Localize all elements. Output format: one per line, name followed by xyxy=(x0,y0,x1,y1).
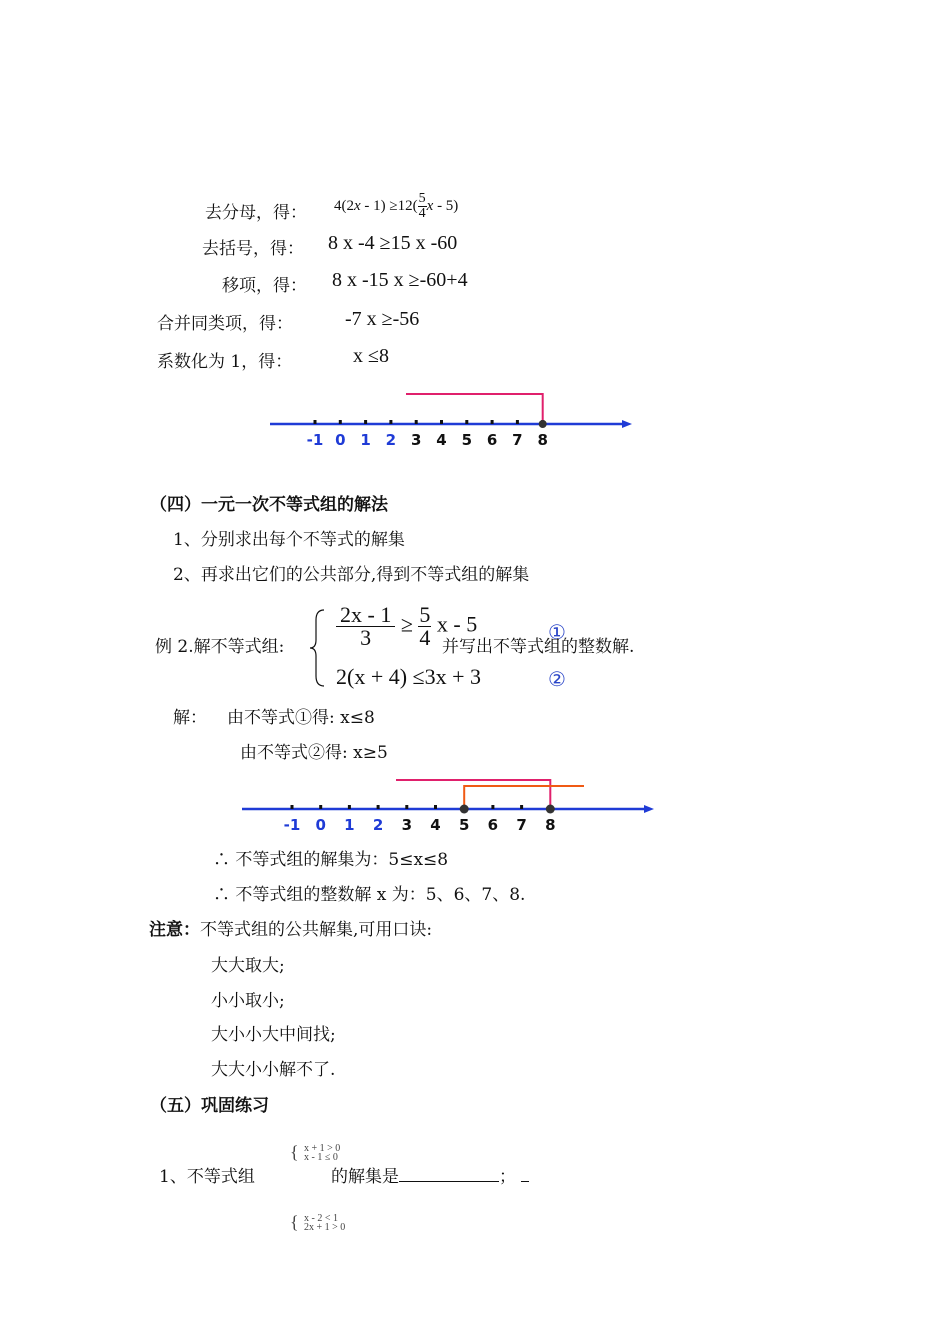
tick-label: 2 xyxy=(385,431,397,449)
tick-label: -1 xyxy=(283,816,301,834)
question-1-suffix: 的解集是 xyxy=(331,1167,399,1187)
step-1-expr-mid: - 1) ≥12( xyxy=(360,197,418,214)
rule-2: 小小取小; xyxy=(211,991,285,1011)
tick-label: 0 xyxy=(315,816,326,834)
answer-blank[interactable] xyxy=(399,1165,499,1182)
step-1-fraction xyxy=(418,192,427,221)
step-1-var: x xyxy=(354,197,361,214)
ineq-1-left-fraction xyxy=(336,604,395,649)
ineq-2-marker: ② xyxy=(548,667,566,691)
step-1-expr-tail: - 5) xyxy=(433,197,459,214)
step-2-label: 去括号，得： xyxy=(202,239,304,259)
example-2-trailing-text: 并写出不等式组的整数解. xyxy=(442,637,635,657)
tick-label: 3 xyxy=(410,431,422,449)
solution-line-1: 由不等式①得: x≤8 xyxy=(227,708,375,728)
step-5-label: 系数化为 1，得： xyxy=(157,352,293,372)
step-3-label: 移项，得： xyxy=(222,276,307,296)
step-1-frac-num: 5 xyxy=(418,191,426,206)
tick-label: 4 xyxy=(430,816,441,834)
step-1-expr-prefix: 4(2 xyxy=(334,197,354,214)
inequality-2: 2(x + 4) ≤3x + 3 xyxy=(336,664,482,689)
question-1-tail: ； xyxy=(499,1167,516,1187)
tick-label: 8 xyxy=(537,431,548,449)
step-4-label: 合并同类项，得： xyxy=(157,314,293,334)
ineq-1-rnum: 5 xyxy=(419,602,431,627)
tick-label: 5 xyxy=(458,816,470,834)
section-4-item-2: 2、再求出它们的公共部分,得到不等式组的解集 xyxy=(173,565,530,585)
section-4-heading: （四）一元一次不等式组的解法 xyxy=(150,495,388,515)
short-blank[interactable] xyxy=(521,1181,529,1182)
tick-label: 2 xyxy=(372,816,384,834)
axis-arrow-icon xyxy=(622,420,632,428)
rule-4: 大大小小解不了. xyxy=(211,1060,336,1080)
tick-label: 1 xyxy=(344,816,355,834)
tick-label: 3 xyxy=(401,816,413,834)
note-block xyxy=(149,915,432,940)
tick-label: 7 xyxy=(516,816,527,834)
question-2-sys-line-1: x - 2 < 1 xyxy=(304,1213,338,1224)
tick-label: 8 xyxy=(545,816,556,834)
ineq-1-rden: 4 xyxy=(419,625,431,650)
ineq-1-num: 2x - 1 xyxy=(336,604,395,627)
tick-label: 0 xyxy=(335,431,346,449)
endpoint-5-dot xyxy=(460,805,469,814)
endpoint-8-dot xyxy=(546,805,555,814)
rule-1: 大大取大; xyxy=(211,956,285,976)
axis-arrow-icon xyxy=(644,805,654,813)
example-2-label: 例 2.解不等式组: xyxy=(155,637,285,657)
step-1-var-2: x xyxy=(426,197,434,214)
tick-label: 6 xyxy=(487,816,499,834)
step-1-frac-den: 4 xyxy=(418,206,426,221)
step-4-expression: -7 x ≥-56 xyxy=(345,308,420,330)
rule-3: 大小小大中间找; xyxy=(211,1025,336,1045)
ineq-1-den: 3 xyxy=(360,625,372,650)
ineq-1-right-fraction xyxy=(418,604,431,649)
section-5-heading: （五）巩固练习 xyxy=(150,1096,269,1116)
note-label: 注意： xyxy=(149,920,200,940)
question-1-sys-line-2: x - 1 ≤ 0 xyxy=(304,1152,338,1163)
question-1-prefix: 1、不等式组 xyxy=(159,1167,255,1187)
step-5-expression: x ≤8 xyxy=(353,345,389,367)
section-4-item-1: 1、分别求出每个不等式的解集 xyxy=(173,530,405,550)
solution-label: 解： xyxy=(173,708,207,728)
tick-label: 6 xyxy=(486,431,498,449)
step-3-expression: 8 x -15 x ≥-60+4 xyxy=(332,269,468,291)
question-1-brace-icon: { xyxy=(290,1142,299,1162)
solution-endpoint-dot xyxy=(539,420,547,428)
conclusion-line-2: ∴ 不等式组的整数解 x 为：5、6、7、8. xyxy=(213,885,526,905)
question-2-brace-icon: { xyxy=(290,1212,299,1232)
solution-1-bracket xyxy=(396,780,550,809)
ineq-1-op: ≥ xyxy=(400,611,413,637)
tick-label: 5 xyxy=(461,431,473,449)
solution-2-bracket xyxy=(464,786,584,809)
system-brace-icon xyxy=(308,608,328,688)
question-2-sys-line-2: 2x + 1 > 0 xyxy=(304,1222,346,1233)
tick-label: 4 xyxy=(436,431,447,449)
step-1-expression xyxy=(334,192,458,221)
tick-label: 7 xyxy=(512,431,523,449)
step-1-label: 去分母，得： xyxy=(205,203,307,223)
question-1-answer-line xyxy=(331,1162,529,1187)
step-2-expression: 8 x -4 ≥15 x -60 xyxy=(328,232,458,254)
tick-label: -1 xyxy=(306,431,324,449)
conclusion-line-1: ∴ 不等式组的解集为：5≤x≤8 xyxy=(213,850,449,870)
note-text: 不等式组的公共解集,可用口诀: xyxy=(200,920,433,940)
ineq-1-tail: x - 5 xyxy=(436,611,478,637)
ineq-1-marker: ① xyxy=(548,620,566,644)
question-1-sys-line-1: x + 1 > 0 xyxy=(304,1143,341,1154)
solution-line-2: 由不等式②得: x≥5 xyxy=(240,743,388,763)
tick-label: 1 xyxy=(360,431,371,449)
solution-set-bracket xyxy=(406,394,543,424)
